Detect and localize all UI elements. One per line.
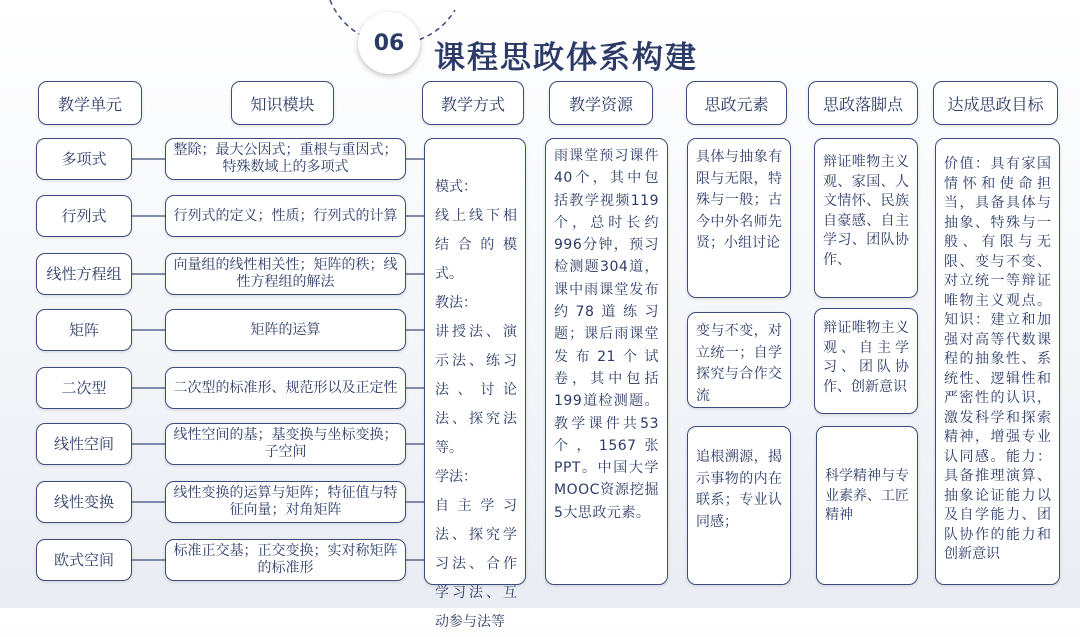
elements-box-2: 变与不变，对立统一；自学探究与合作交流 xyxy=(687,312,791,408)
module-linear-transformation: 线性变换的运算与矩阵；特征值与特征向量；对角矩阵 xyxy=(165,481,406,523)
elements-box-3: 追根溯源，揭示事物的内在联系；专业认同感； xyxy=(687,426,791,585)
elements-box-1: 具体与抽象有限与无限，特殊与一般；古今中外名师先贤；小组讨论 xyxy=(687,138,791,298)
header-teaching-resources: 教学资源 xyxy=(549,81,653,125)
module-matrix: 矩阵的运算 xyxy=(165,309,406,351)
unit-linear-space: 线性空间 xyxy=(36,423,132,465)
section-number-badge: 06 xyxy=(358,12,420,74)
module-determinant: 行列式的定义；性质；行列式的计算 xyxy=(165,195,406,237)
header-ideological-elements: 思政元素 xyxy=(686,81,787,125)
header-teaching-unit: 教学单元 xyxy=(38,81,142,125)
teaching-method-box: 模式： 线上线下相结合的模式。 教法： 讲授法、演示法、练习法、讨论法、探究法等。 学法： 自主学习法、探究学习法、合作学习法、互动参与法等 xyxy=(424,138,526,585)
module-euclidean-space: 标准正交基；正交变换；实对称矩阵的标准形 xyxy=(165,539,406,581)
unit-matrix: 矩阵 xyxy=(36,309,132,351)
module-quadratic-form: 二次型的标准形、规范形以及正定性 xyxy=(165,367,406,409)
unit-determinant: 行列式 xyxy=(36,195,132,237)
header-knowledge-module: 知识模块 xyxy=(231,81,334,125)
focus-box-3: 科学精神与专业素养、工匠精神 xyxy=(816,426,918,585)
unit-euclidean-space: 欧式空间 xyxy=(36,539,132,581)
module-linear-equations: 向量组的线性相关性；矩阵的秩；线性方程组的解法 xyxy=(165,253,406,295)
page-title: 课程思政体系构建 xyxy=(434,40,698,76)
module-polynomial: 整除；最大公因式；重根与重因式；特殊数域上的多项式 xyxy=(165,138,406,180)
goals-box: 价值：具有家国情怀和使命担当，具备具体与抽象、特殊与一般、有限与无限、变与不变、对立统一等辩证唯物主义观点。知识：建立和加强对高等代数课程的抽象性、系统性、逻辑性和严密性的认识，激发科学和探索精神，增强专业认同感。能力：具备推理演算、抽象论证能力以及自学能力、团队协作的能力和创新意识 xyxy=(935,138,1060,585)
unit-linear-equations: 线性方程组 xyxy=(36,253,132,295)
header-ideological-goals: 达成思政目标 xyxy=(933,81,1058,125)
teaching-resources-box: 雨课堂预习课件40个，其中包括教学视频119个，总时长约996分钟，预习检测题304道，课中雨课堂发布约78道练习题；课后雨课堂发布21个试卷，其中包括199道检测题。教学课件共53个，1567张PPT。中国大学MOOC资源挖掘5大思政元素。 xyxy=(545,138,668,585)
focus-box-2: 辩证唯物主义观、自主学习、团队协作、创新意识 xyxy=(814,308,918,414)
header-teaching-method: 教学方式 xyxy=(422,81,524,125)
header-ideological-focus: 思政落脚点 xyxy=(808,81,918,125)
focus-box-1: 辩证唯物主义观、家国、人文情怀、民族自豪感、自主学习、团队协作、 xyxy=(814,138,918,298)
module-linear-space: 线性空间的基；基变换与坐标变换；子空间 xyxy=(165,423,406,465)
unit-linear-transformation: 线性变换 xyxy=(36,481,132,523)
unit-polynomial: 多项式 xyxy=(36,138,132,180)
unit-quadratic-form: 二次型 xyxy=(36,367,132,409)
